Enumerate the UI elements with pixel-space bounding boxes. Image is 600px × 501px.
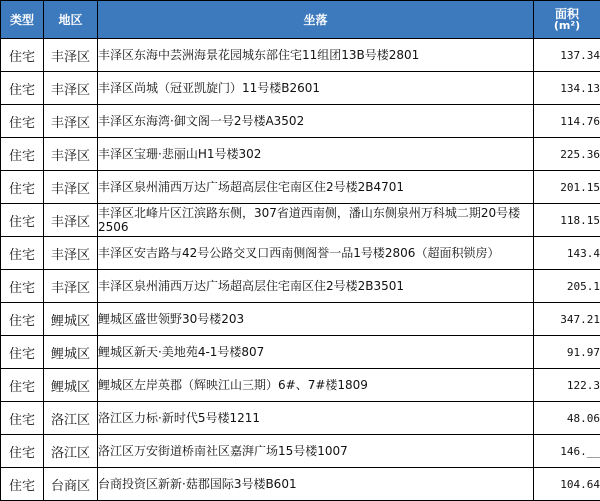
cell-location: 鲤城区左岸英郡（辉映江山三期）6#、7#楼1809 (98, 369, 534, 402)
header-area-unit: (m²) (534, 20, 600, 32)
cell-type: 住宅 (1, 138, 44, 171)
cell-type: 住宅 (1, 303, 44, 336)
cell-location: 台商投资区新新·菇郡国际3号楼B601 (98, 468, 534, 501)
table-row (1, 270, 600, 303)
cell-type: 住宅 (1, 72, 44, 105)
cell-location: 丰泽区安吉路与42号公路交叉口西南侧阁誉一品1号楼2806（超面积锁房） (98, 237, 534, 270)
cell-type: 住宅 (1, 39, 44, 72)
cell-location: 丰泽区北峰片区江滨路东侧，307省道西南侧，潘山东侧泉州万科城二期20号楼2506 (98, 204, 534, 237)
cell-area: 143.4 (534, 237, 600, 270)
cell-area: 205.1 (534, 270, 600, 303)
header-location: 坐落 (98, 1, 534, 39)
header-type: 类型 (1, 1, 44, 39)
table-row (1, 72, 600, 105)
table-row (1, 336, 600, 369)
cell-area: 201.15 (534, 171, 600, 204)
cell-district: 丰泽区 (44, 204, 98, 237)
table-row (1, 303, 600, 336)
cell-district: 洛江区 (44, 402, 98, 435)
cell-district: 丰泽区 (44, 105, 98, 138)
cell-type: 住宅 (1, 237, 44, 270)
table-row (1, 468, 600, 501)
cell-district: 鲤城区 (44, 303, 98, 336)
table-row (1, 39, 600, 72)
table-row (1, 138, 600, 171)
cell-district: 丰泽区 (44, 138, 98, 171)
cell-area: 134.13 (534, 72, 600, 105)
table-row (1, 402, 600, 435)
cell-type: 住宅 (1, 402, 44, 435)
cell-district: 鲤城区 (44, 369, 98, 402)
cell-type: 住宅 (1, 336, 44, 369)
cell-location: 丰泽区东海湾·御文阁一号2号楼A3502 (98, 105, 534, 138)
cell-type: 住宅 (1, 435, 44, 468)
cell-location: 洛江区力标·新时代5号楼1211 (98, 402, 534, 435)
header-district: 地区 (44, 1, 98, 39)
cell-district: 洛江区 (44, 435, 98, 468)
header-row (1, 1, 600, 39)
cell-location: 丰泽区东海中芸洲海景花园城东部住宅11组团13B号楼2801 (98, 39, 534, 72)
cell-area: 137.34 (534, 39, 600, 72)
table-body (1, 39, 600, 501)
table-row (1, 435, 600, 468)
cell-area: 114.76 (534, 105, 600, 138)
cell-type: 住宅 (1, 468, 44, 501)
cell-area: 118.15 (534, 204, 600, 237)
cell-district: 鲤城区 (44, 336, 98, 369)
cell-area: 122.3 (534, 369, 600, 402)
cell-district: 丰泽区 (44, 72, 98, 105)
table-row (1, 171, 600, 204)
cell-area: 347.21 (534, 303, 600, 336)
cell-area: 104.64 (534, 468, 600, 501)
cell-district: 台商区 (44, 468, 98, 501)
cell-location: 鲤城区盛世领野30号楼203 (98, 303, 534, 336)
table-row (1, 369, 600, 402)
cell-type: 住宅 (1, 204, 44, 237)
cell-type: 住宅 (1, 105, 44, 138)
cell-location: 丰泽区尚城（冠亚凯旋门）11号楼B2601 (98, 72, 534, 105)
cell-type: 住宅 (1, 171, 44, 204)
cell-location: 丰泽区泉州浦西万达广场超高层住宅南区住2号楼2B4701 (98, 171, 534, 204)
cell-area: 91.97 (534, 336, 600, 369)
cell-location: 丰泽区宝珊·悲丽山H1号楼302 (98, 138, 534, 171)
header-area-label: 面积 (555, 7, 579, 21)
cell-area: 48.06 (534, 402, 600, 435)
cell-district: 丰泽区 (44, 270, 98, 303)
cell-district: 丰泽区 (44, 171, 98, 204)
cell-type: 住宅 (1, 270, 44, 303)
cell-area: 146.__ (534, 435, 600, 468)
cell-type: 住宅 (1, 369, 44, 402)
cell-location: 鲤城区新天·美地苑4-1号楼807 (98, 336, 534, 369)
table-row (1, 204, 600, 237)
table-row (1, 105, 600, 138)
cell-district: 丰泽区 (44, 237, 98, 270)
cell-area: 225.36 (534, 138, 600, 171)
cell-location: 洛江区万安街道桥南社区嘉湃广场15号楼1007 (98, 435, 534, 468)
header-area (534, 1, 600, 39)
cell-district: 丰泽区 (44, 39, 98, 72)
cell-location: 丰泽区泉州浦西万达广场超高层住宅南区住2号楼2B3501 (98, 270, 534, 303)
table-row (1, 237, 600, 270)
